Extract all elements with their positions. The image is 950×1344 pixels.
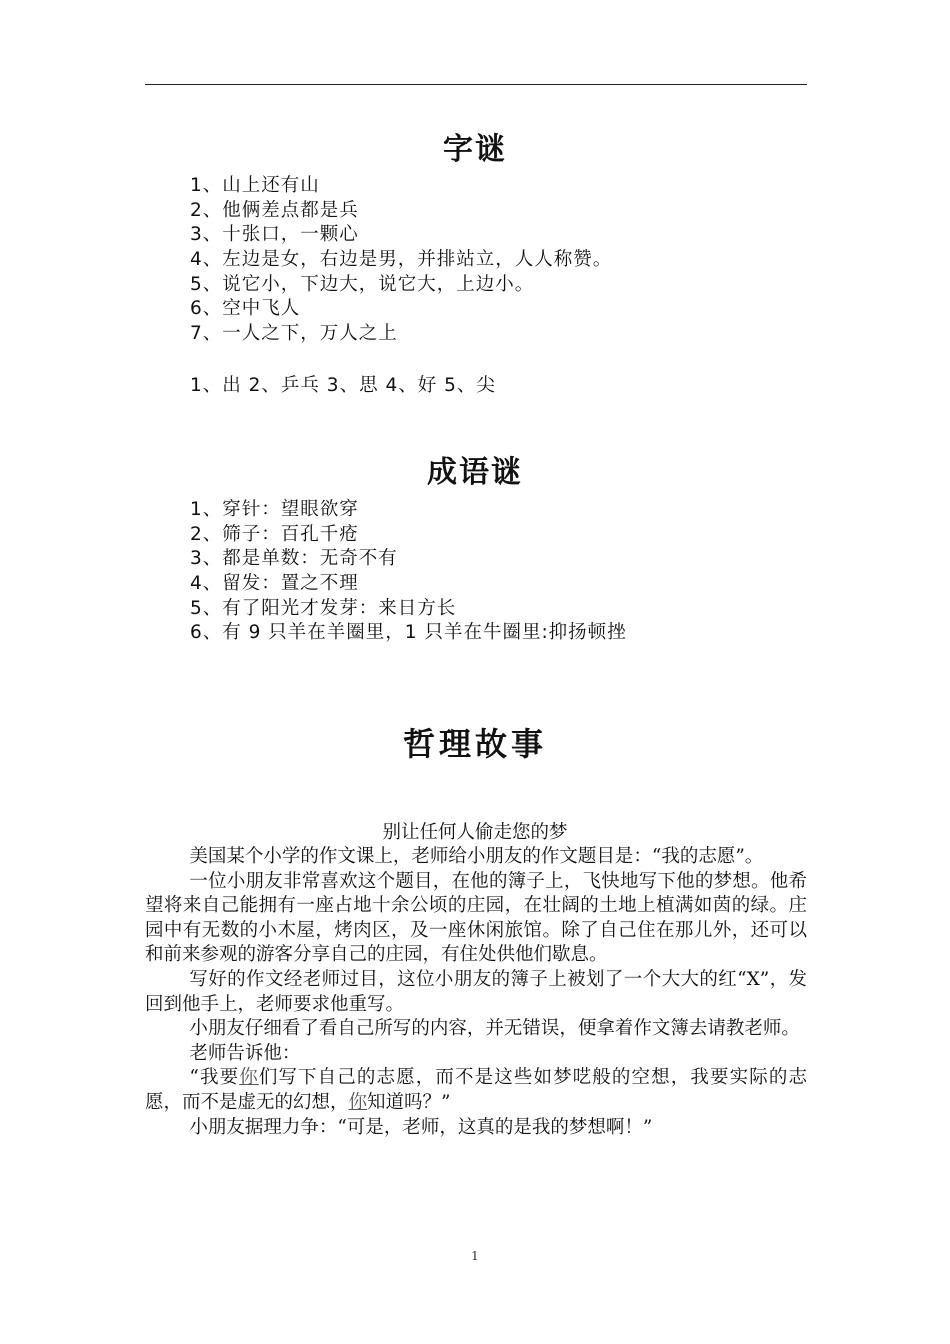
quote-part: “我要 xyxy=(189,1067,240,1089)
underlined-word: 你 xyxy=(239,1067,259,1089)
riddles-title: 字谜 xyxy=(443,132,507,167)
idiom-riddle-item: 3、都是单数：无奇不有 xyxy=(190,548,398,570)
riddle-item: 5、说它小，下边大，说它大，上边小。 xyxy=(190,273,535,295)
story-paragraph: 美国某个小学的作文课上，老师给小朋友的作文题目是：“我的志愿”。 xyxy=(189,846,764,867)
idiom-riddle-item: 1、穿针：望眼欲穿 xyxy=(190,499,359,520)
idiom-riddle-item: 5、有了阳光才发芽：来日方长 xyxy=(190,597,457,619)
riddle-item: 7、一人之下，万人之上 xyxy=(190,323,398,345)
riddles-list xyxy=(190,174,612,347)
story-paragraph: 一位小朋友非常喜欢这个题目，在他的簿子上，飞快地写下他的梦想。他希望将来自己能拥有一座占地十余公顷的庄园，在壮阔的土地上植满如茵的绿。庄园中有无数的小木屋，烤肉区，及一座休闲旅馆。除了自己住在那儿外，还可以和前来参观的游客分享自己的庄园，有住处供他们歇息。 xyxy=(145,870,807,966)
story-body xyxy=(145,845,807,1140)
underlined-word: 你 xyxy=(348,1091,368,1113)
header-rule xyxy=(145,84,807,85)
riddle-item: 2、他俩差点都是兵 xyxy=(190,199,359,221)
story-paragraph: 老师告诉他： xyxy=(189,1042,301,1064)
quote-part: 们写下自己的志愿，而不是这些如梦呓般的空想，我要实际的志愿，而不是虚无的幻想， xyxy=(145,1067,807,1113)
idiom-riddle-item: 2、筛子：百孔千疮 xyxy=(190,523,359,545)
riddle-item: 4、左边是女，右边是男，并排站立，人人称赞。 xyxy=(190,249,613,271)
story-paragraph xyxy=(145,1066,807,1115)
riddle-item: 6、空中飞人 xyxy=(190,298,301,320)
page-number: 1 xyxy=(471,1249,479,1263)
idiom-riddle-item: 6、有 9 只羊在羊圈里，1 只羊在牛圈里:抑扬顿挫 xyxy=(190,622,627,644)
idiom-riddle-item: 4、留发：置之不理 xyxy=(190,573,359,595)
riddle-item: 3、十张口，一颗心 xyxy=(190,224,359,246)
quote-part: 知道吗？” xyxy=(367,1091,451,1113)
story-paragraph: 写好的作文经老师过目，这位小朋友的簿子上被划了一个大大的红“X”，发回到他手上，老师要求他重写。 xyxy=(145,968,807,1015)
idiom-riddles-list xyxy=(190,498,627,646)
story-heading: 哲理故事 xyxy=(402,725,547,763)
riddle-answers: 1、出 2、乒乓 3、思 4、好 5、尖 xyxy=(190,375,496,396)
story-paragraph: 小朋友据理力争：“可是，老师，这真的是我的梦想啊！” xyxy=(189,1116,653,1138)
story-title: 别让任何人偷走您的梦 xyxy=(382,822,568,843)
story-paragraph: 小朋友仔细看了看自己所写的内容，并无错误，便拿着作文簿去请教老师。 xyxy=(189,1018,800,1040)
riddle-item: 1、山上还有山 xyxy=(190,175,320,196)
idiom-riddles-title: 成语谜 xyxy=(427,455,523,490)
